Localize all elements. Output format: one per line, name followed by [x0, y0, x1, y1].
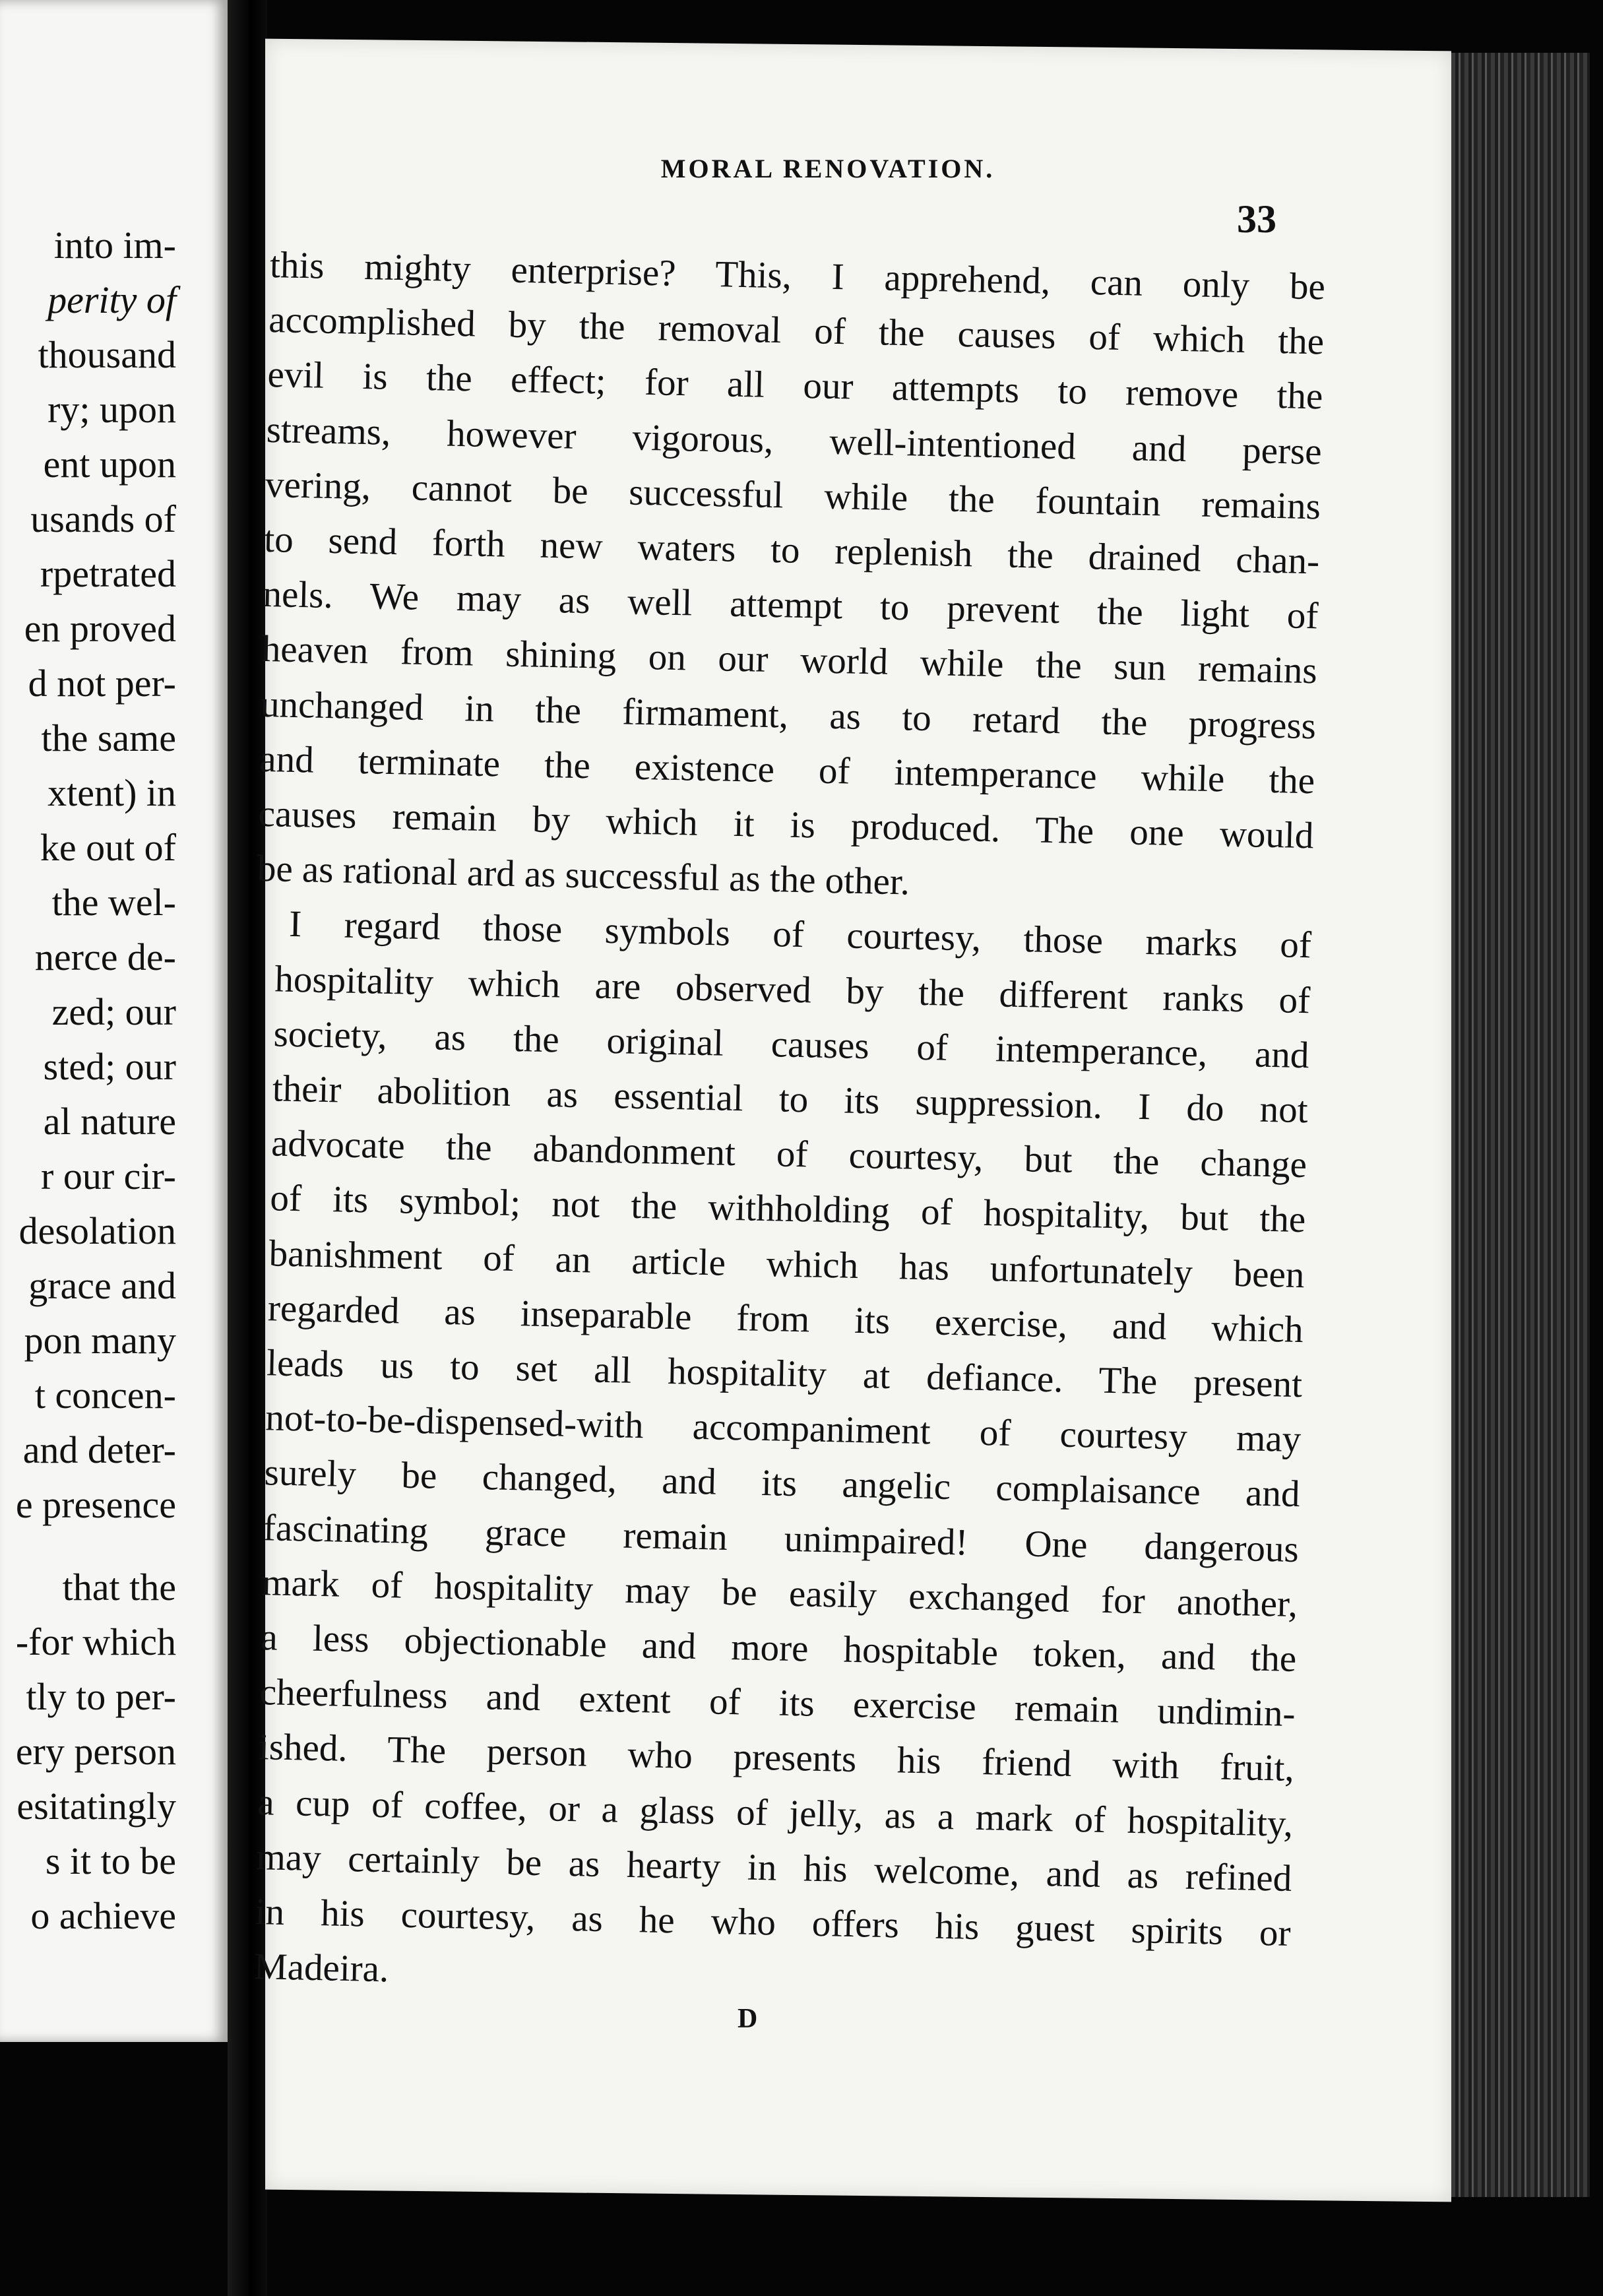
- left-line: d not per-: [28, 662, 176, 705]
- left-line: e presence: [15, 1483, 176, 1526]
- previous-page-text: [16, 218, 176, 1943]
- left-line: that the: [62, 1566, 176, 1609]
- text-line: ished. The person who presents his friend with fruit,: [258, 1726, 1295, 1790]
- left-line: the wel-: [51, 881, 176, 924]
- left-line: t concen-: [34, 1374, 176, 1417]
- text-line: regarded as inseparable from its exercise, and which: [267, 1287, 1304, 1351]
- previous-page: [0, 0, 228, 2042]
- text-line: I regard those symbols of courtesy, those marks of: [288, 903, 1312, 967]
- left-line: nerce de-: [34, 936, 176, 978]
- text-line: their abolition as essential to its suppression. I do not: [272, 1068, 1309, 1132]
- left-line: desolation: [18, 1209, 176, 1252]
- text-line: evil is the effect; for all our attempts to remove the: [267, 354, 1323, 418]
- text-line: banishment of an article which has unfortunately been: [268, 1232, 1305, 1296]
- text-line: Madeira.: [253, 1946, 389, 1991]
- paragraph-2: [234, 896, 1311, 2016]
- text-line: may certainly be as hearty in his welcome, and as refined: [255, 1835, 1292, 1899]
- text-line: heaven from shining on our world while the sun remains: [261, 628, 1318, 692]
- page-number: 33: [1237, 197, 1276, 241]
- left-line: -for which: [15, 1620, 176, 1663]
- body-text: [234, 238, 1325, 2016]
- text-line: hospitality which are observed by the different ranks of: [274, 958, 1311, 1021]
- left-line-gap: [16, 1532, 176, 1560]
- left-line: xtent) in: [47, 771, 176, 814]
- text-line: mark of hospitality may be easily exchanged for another,: [261, 1562, 1298, 1625]
- left-line: grace and: [28, 1264, 176, 1307]
- text-line: cheerfulness and extent of its exercise remain undimin-: [259, 1671, 1296, 1735]
- text-line: in his courtesy, as he who offers his guest spirits or: [255, 1891, 1292, 1955]
- text-line: and terminate the existence of intemperance while the: [259, 738, 1315, 802]
- text-line: to send forth new waters to replenish the drained chan-: [263, 518, 1320, 583]
- left-line: pon many: [24, 1319, 176, 1362]
- left-line: usands of: [30, 497, 176, 540]
- left-line: sted; our: [43, 1045, 176, 1088]
- left-line: the same: [41, 717, 176, 759]
- left-line: o achieve: [30, 1894, 176, 1937]
- text-line: streams, however vigorous, well-intentioned and perse: [266, 408, 1323, 473]
- text-line: advocate the abandonment of courtesy, but the change: [270, 1122, 1307, 1186]
- page-edges: [1451, 53, 1590, 2197]
- text-line: be as rational ard as successful as the other.: [257, 848, 910, 903]
- left-line: rpetrated: [40, 552, 176, 595]
- text-line: society, as the original causes of intemperance, and: [273, 1013, 1310, 1077]
- left-line: thousand: [38, 333, 176, 376]
- left-line: zed; our: [51, 990, 176, 1033]
- running-head: MORAL RENOVATION.: [660, 154, 995, 183]
- text-line: unchanged in the firmament, as to retard the progress: [260, 683, 1317, 747]
- left-line: perity of: [47, 278, 176, 321]
- text-line: leads us to set all hospitality at defiance. The present: [266, 1342, 1303, 1406]
- left-line: ery person: [15, 1730, 176, 1773]
- left-line: al nature: [43, 1100, 176, 1143]
- left-line: en proved: [24, 607, 176, 650]
- text-line: a cup of coffee, or a glass of jelly, as a mark of hospitality,: [257, 1781, 1294, 1845]
- text-line: a less objectionable and more hospitable token, and the: [260, 1616, 1297, 1680]
- paragraph-1: [257, 238, 1326, 918]
- left-line: ent upon: [43, 443, 176, 486]
- text-line: fascinating grace remain unimpaired! One dangerous: [263, 1506, 1300, 1570]
- left-line: esitatingly: [16, 1785, 176, 1828]
- text-line: surely be changed, and its angelic complaisance and: [264, 1451, 1301, 1515]
- text-line: vering, cannot be successful while the fountain remains: [265, 463, 1321, 528]
- left-line: and deter-: [22, 1428, 176, 1471]
- text-line: causes remain by which it is produced. The one would: [258, 792, 1315, 857]
- left-line: ry; upon: [47, 388, 176, 431]
- text-line: this mighty enterprise? This, I apprehend, can only be: [269, 243, 1326, 308]
- text-line: not-to-be-dispensed-with accompaniment of courtesy may: [265, 1397, 1302, 1461]
- left-line: s it to be: [45, 1839, 176, 1882]
- left-line: tly to per-: [26, 1675, 176, 1718]
- text-line: nels. We may as well attempt to prevent the light of: [263, 573, 1319, 637]
- left-line: r our cir-: [41, 1155, 176, 1197]
- left-line: into im-: [53, 224, 176, 267]
- signature-mark: D: [738, 2004, 758, 2034]
- text-line: of its symbol; not the withholding of hospitality, but the: [269, 1177, 1306, 1241]
- text-line: accomplished by the removal of the causes of which the: [268, 299, 1325, 363]
- left-line: ke out of: [40, 826, 176, 869]
